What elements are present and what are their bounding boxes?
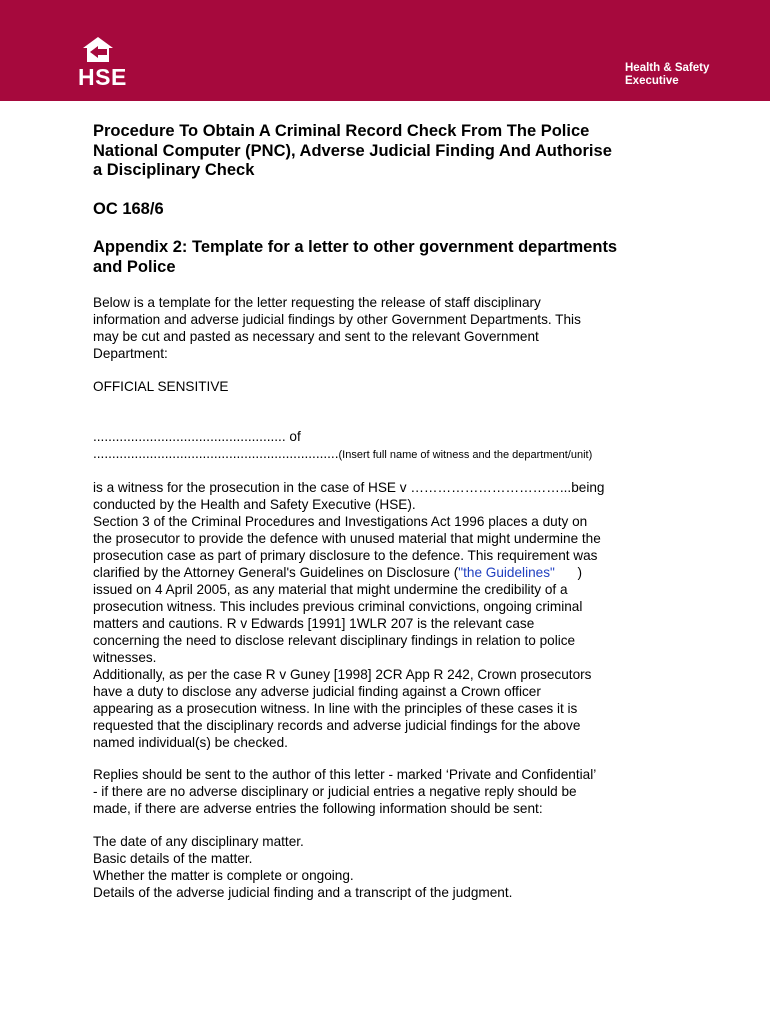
witness-note: (Insert full name of witness and the department/unit) [338, 449, 593, 461]
witness-department-line [93, 445, 592, 464]
letter-line: concerning the need to disclose relevant disciplinary findings in relation to police [93, 633, 576, 648]
list-item: The date of any disciplinary matter. [93, 834, 304, 849]
letter-line: Section 3 of the Criminal Procedures and Investigations Act 1996 places a duty on [93, 514, 588, 529]
letter-line: have a duty to disclose any adverse judicial finding against a Crown officer [93, 684, 541, 699]
house-arrow-icon [78, 36, 118, 64]
letter-line: named individual(s) be checked. [93, 735, 288, 750]
witness-name-line: ................................................... of [93, 429, 301, 444]
letter-line: is a witness for the prosecution in the case of HSE v ……………………………...being [93, 480, 605, 495]
list-item: Basic details of the matter. [93, 851, 253, 866]
guidelines-line [93, 564, 604, 581]
letter-line: matters and cautions. R v Edwards [1991] 1WLR 207 is the relevant case [93, 616, 535, 631]
letter-line: issued on 4 April 2005, as any material that might undermine the credibility of a [93, 582, 568, 597]
guidelines-text-before: clarified by the Attorney General's Guidelines on Disclosure ( [93, 565, 459, 580]
intro-line: Department: [93, 346, 168, 361]
letter-line: Additionally, as per the case R v Guney [1998] 2CR App R 242, Crown prosecutors [93, 667, 592, 682]
organisation-name [625, 62, 709, 88]
org-name-line: Health & Safety [625, 62, 710, 74]
title-line: Procedure To Obtain A Criminal Record Check From The Police [93, 122, 590, 140]
appendix-line: and Police [93, 257, 176, 276]
intro-line: information and adverse judicial findings by other Government Departments. This [93, 312, 581, 327]
hse-logo [76, 36, 136, 90]
org-name-line: Executive [625, 75, 679, 87]
letter-line: the prosecutor to provide the defence with unused material that might undermine the [93, 531, 601, 546]
header-banner [0, 0, 770, 101]
document-reference: OC 168/6 [93, 200, 164, 218]
letter-body [93, 479, 604, 751]
reply-line: made, if there are adverse entries the following information should be sent: [93, 801, 543, 816]
list-item: Details of the adverse judicial finding and a transcript of the judgment. [93, 885, 513, 900]
document-title [93, 122, 612, 181]
intro-line: Below is a template for the letter requesting the release of staff disciplinary [93, 295, 541, 310]
list-item: Whether the matter is complete or ongoing. [93, 868, 354, 883]
appendix-line: Appendix 2: Template for a letter to other government departments [93, 238, 618, 256]
reply-line: Replies should be sent to the author of this letter - marked ‘Private and Confidential’ [93, 767, 597, 782]
title-line: National Computer (PNC), Adverse Judicial Finding And Authorise [93, 141, 612, 160]
guidelines-text-after: ) [554, 565, 583, 580]
reply-paragraph [93, 766, 596, 817]
reply-line: - if there are no adverse disciplinary or judicial entries a negative reply should be [93, 784, 577, 799]
appendix-heading [93, 238, 617, 277]
classification-label: OFFICIAL SENSITIVE [93, 379, 229, 394]
witness-dots: ................................................................. [93, 446, 339, 461]
logo-text: HSE [78, 64, 127, 90]
letter-line: prosecution case as part of primary disclosure to the defence. This requirement was [93, 548, 598, 563]
info-list [93, 833, 512, 901]
title-line: a Disciplinary Check [93, 161, 255, 179]
letter-line: requested that the disciplinary records and adverse judicial findings for the above [93, 718, 581, 733]
intro-paragraph [93, 294, 581, 362]
letter-line: prosecution witness. This includes previous criminal convictions, ongoing criminal [93, 599, 583, 614]
guidelines-link[interactable]: "the Guidelines" [458, 565, 555, 580]
witness-block [93, 428, 592, 464]
letter-line: appearing as a prosecution witness. In line with the principles of these cases it is [93, 701, 578, 716]
letter-line: witnesses. [93, 650, 157, 665]
intro-line: may be cut and pasted as necessary and sent to the relevant Government [93, 329, 539, 344]
letter-line: conducted by the Health and Safety Executive (HSE). [93, 497, 416, 512]
